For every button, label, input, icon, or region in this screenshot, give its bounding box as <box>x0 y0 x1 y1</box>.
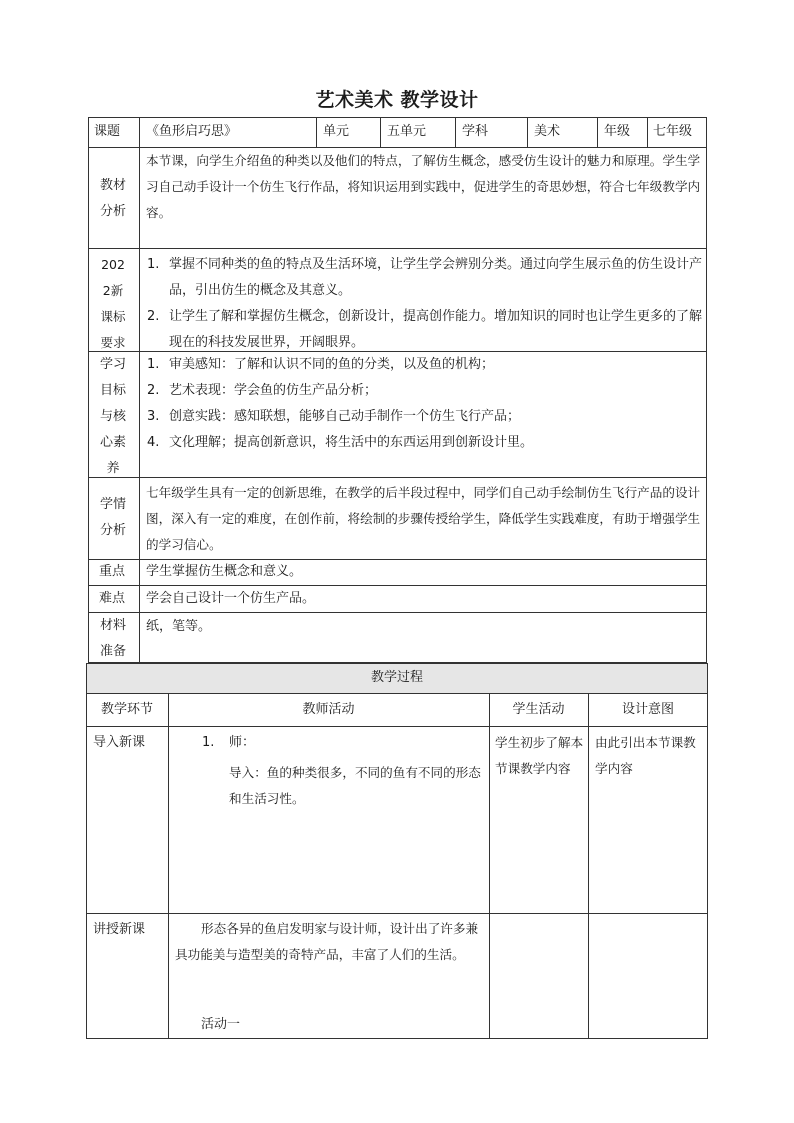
grade-value: 七年级 <box>653 124 693 139</box>
list-item: 2. 让学生了解和掌握仿生概念，创新设计，提高创作能力。增加知识的同时也让学生更多的了解现在的科技发展世界，开阔眼界。 <box>147 309 703 350</box>
teacher-activity-new-lesson: 形态各异的鱼启发明家与设计师，设计出了许多兼具功能美与造型美的奇特产品，丰富了人们的生活。 <box>175 921 479 962</box>
student-activity-intro: 学生初步了解本节课教学内容 <box>495 735 584 776</box>
unit-value: 五单元 <box>387 124 427 139</box>
column-header-stage: 教学环节 <box>100 702 153 717</box>
list-item: 2. 艺术表现：学会鱼的仿生产品分析； <box>147 383 378 398</box>
topic-label: 课题 <box>94 124 121 139</box>
list-item: 1. 掌握不同种类的鱼的特点及生活环境，让学生学会辨别分类。通过向学生展示鱼的仿生设计产品，引出仿生的概念及其意义。 <box>147 257 703 298</box>
column-header-teacher: 教师活动 <box>302 702 355 717</box>
learner-analysis-text: 七年级学生具有一定的创新思维，在教学的后半段过程中，同学们自己动手绘制仿生飞行产品的设计图，深入有一定的难度，在创作前，将绘制的步骤传授给学生，降低学生实践难度，有助于增强学生的学习信心。 <box>146 485 701 552</box>
learner-analysis-label: 学情分析 <box>99 497 126 538</box>
difficulty-label: 难点 <box>99 591 126 606</box>
difficulty-text: 学会自己设计一个仿生产品。 <box>146 591 316 606</box>
teacher-activity-intro: 导入：鱼的种类很多，不同的鱼有不同的形态和生活习性。 <box>229 765 481 806</box>
column-header-student: 学生活动 <box>512 702 565 717</box>
key-point-text: 学生掌握仿生概念和意义。 <box>146 564 303 579</box>
list-item: 1. 审美感知：了解和认识不同的鱼的分类，以及鱼的机构； <box>147 357 495 372</box>
process-table <box>86 663 708 1039</box>
objectives-label: 学习目标与核心素养 <box>99 357 126 476</box>
topic-value: 《鱼形启巧思》 <box>146 124 238 139</box>
stage-new-lesson: 讲授新课 <box>93 922 146 937</box>
key-point-label: 重点 <box>99 564 126 579</box>
teacher-subheading: 活动一 <box>201 1017 241 1032</box>
process-header: 教学过程 <box>370 670 423 685</box>
grade-label: 年级 <box>604 124 631 139</box>
teacher-item-number: 1. <box>202 735 215 750</box>
material-analysis-label: 教材分析 <box>99 178 126 219</box>
materials-text: 纸，笔等。 <box>146 619 212 634</box>
page-title: 艺术美术 教学设计 <box>315 89 479 111</box>
subject-value: 美术 <box>534 124 561 139</box>
standards-label: 2022新课标要求 <box>100 257 126 350</box>
material-analysis-text: 本节课，向学生介绍鱼的种类以及他们的特点，了解仿生概念，感受仿生设计的魅力和原理。学生学习自己动手设计一个仿生飞行作品，将知识运用到实践中，促进学生的奇思妙想，符合七年级教学内容。 <box>146 153 701 220</box>
list-item: 3. 创意实践：感知联想，能够自己动手制作一个仿生飞行产品； <box>147 409 521 424</box>
standards-list <box>143 252 703 356</box>
teacher-speaker: 师： <box>229 735 256 750</box>
design-intent-intro: 由此引出本节课教学内容 <box>595 735 696 776</box>
stage-intro: 导入新课 <box>93 735 146 750</box>
column-header-intent: 设计意图 <box>621 702 674 717</box>
list-item: 4. 文化理解；提高创新意识，将生活中的东西运用到创新设计里。 <box>147 435 534 450</box>
unit-label: 单元 <box>323 124 350 139</box>
subject-label: 学科 <box>462 124 489 139</box>
materials-label: 材料准备 <box>99 618 126 659</box>
objectives-list <box>143 352 703 456</box>
